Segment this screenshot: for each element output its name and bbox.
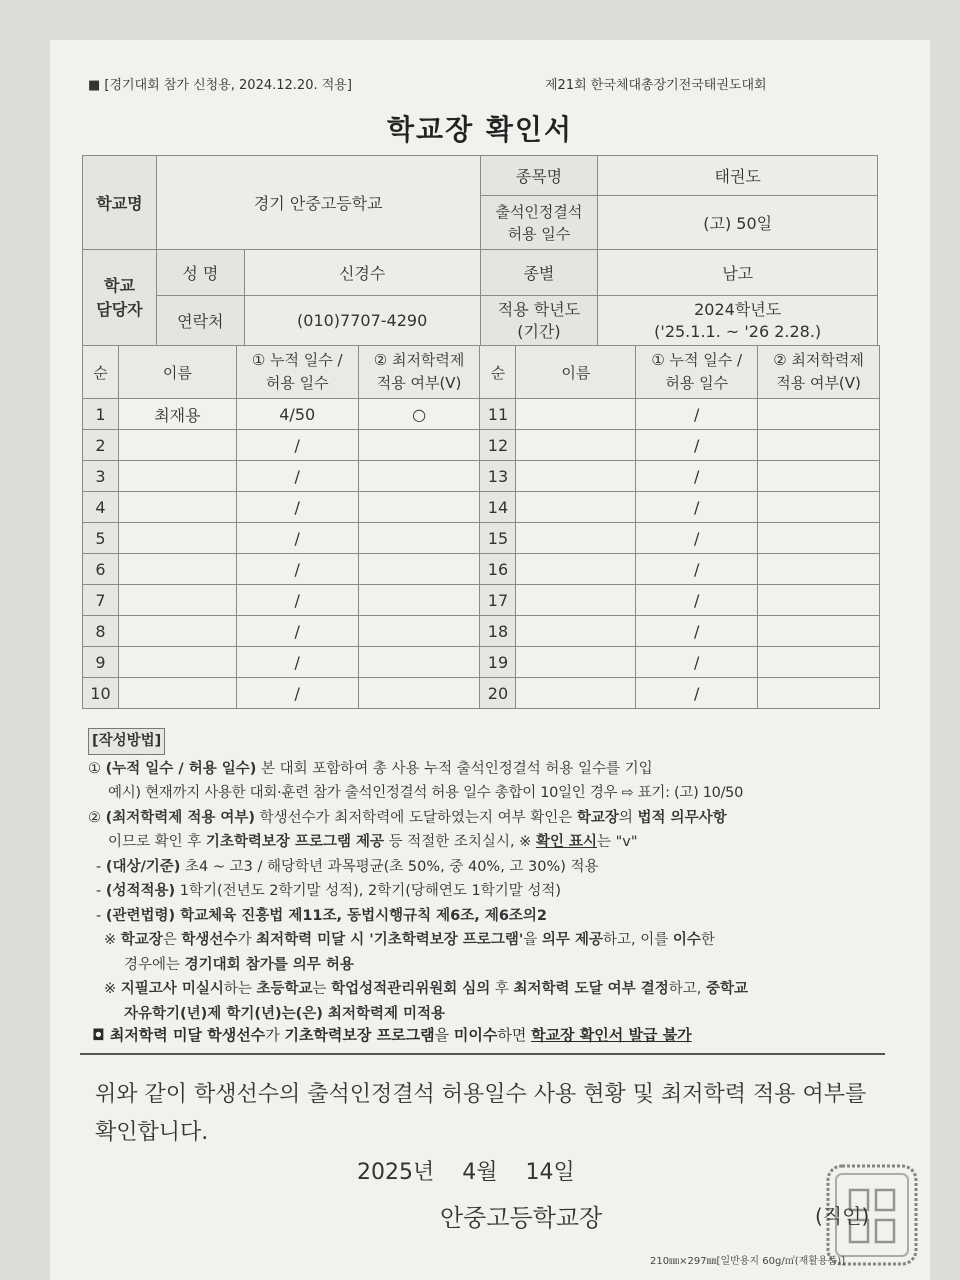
row-days-left: 4/50	[236, 399, 358, 430]
table-row	[83, 399, 880, 430]
row-name-left	[118, 678, 236, 709]
row-no-right: 12	[480, 430, 516, 461]
row-days-right: /	[636, 430, 758, 461]
confirmation-text: 위와 같이 학생선수의 출석인정결석 허용일수 사용 현황 및 최저학력 적용 여부를 확인합니다.	[95, 1082, 867, 1145]
marker-2: ②	[88, 809, 101, 826]
row-check-left: ○	[358, 399, 480, 430]
row-name-right	[516, 585, 636, 616]
row-check-right	[758, 616, 880, 647]
note-1-duty: 의무 제공	[541, 932, 603, 948]
table-row	[83, 523, 880, 554]
col-name-left: 이름	[118, 346, 236, 399]
note-1-p5: 한	[700, 932, 715, 948]
table-row	[83, 616, 880, 647]
row-name-right	[516, 554, 636, 585]
row-check-left	[358, 523, 480, 554]
row-check-right	[758, 461, 880, 492]
row-days-right: /	[636, 492, 758, 523]
year-label: 적용 학년도 (기간)	[480, 296, 598, 346]
student-list-table	[82, 345, 880, 709]
row-no-right: 14	[480, 492, 516, 523]
instr-2b-program: 기초학력보장 프로그램 제공	[205, 834, 385, 850]
table-row	[83, 647, 880, 678]
table-row	[83, 554, 880, 585]
instr-2-title: (최저학력제 적용 여부)	[105, 809, 256, 826]
row-no-right: 13	[480, 461, 516, 492]
row-days-left: /	[236, 678, 358, 709]
row-no-left: 7	[83, 585, 119, 616]
grade-text: 1학기(전년도 2학기말 성적), 2학기(당해연도 1학기말 성적)	[175, 883, 562, 899]
final-f: 하면	[497, 1026, 532, 1044]
row-name-left	[118, 492, 236, 523]
school-label: 학교명	[83, 156, 157, 250]
col-days-left: ① 누적 일수 / 허용 일수	[236, 346, 358, 399]
dash-2: -	[96, 883, 106, 899]
year-period: ('25.1.1. ~ '26 2.28.)	[654, 321, 822, 341]
date-day: 14일	[525, 1160, 575, 1185]
divider	[80, 1053, 885, 1055]
date-month: 4월	[462, 1160, 498, 1185]
contact-value: (010)7707-4290	[244, 296, 480, 346]
row-no-right: 16	[480, 554, 516, 585]
row-name-right	[516, 430, 636, 461]
row-days-left: /	[236, 585, 358, 616]
instr-1-title: (누적 일수 / 허용 일수)	[105, 760, 257, 777]
row-no-left: 1	[83, 399, 119, 430]
instr-2b-text2: 등 적절한 조치실시, ※	[384, 834, 536, 850]
row-days-left: /	[236, 616, 358, 647]
row-name-left: 최재용	[118, 399, 236, 430]
dash-3: -	[96, 907, 106, 924]
paper-spec: 210㎜×297㎜[일반용지 60g/㎡(재활용품)]	[650, 1256, 846, 1267]
instr-2-principal: 학교장	[576, 809, 619, 826]
table-row	[83, 430, 880, 461]
note-2-p2: 는	[312, 981, 332, 997]
instr-example: 예시) 현재까지 사용한 대회·훈련 참가 출석인정결석 허용 일수 총합이 10일인 경우 ⇨ 표기: (고) 10/50	[108, 785, 744, 801]
table-row	[83, 678, 880, 709]
row-name-left	[118, 554, 236, 585]
instructions-heading: [작성방법]	[88, 728, 165, 755]
note-2b-text: 자유학기(년)제 학기(년)는(은) 최저학력제 미적용	[124, 1005, 446, 1022]
row-days-right: /	[636, 616, 758, 647]
instr-2b-text3: 는 "v"	[597, 834, 638, 850]
row-days-left: /	[236, 523, 358, 554]
note-2-p3: 후	[490, 981, 514, 997]
row-name-left	[118, 523, 236, 554]
row-check-left	[358, 616, 480, 647]
col-name-right: 이름	[516, 346, 636, 399]
grade-title: (성적적용)	[105, 883, 176, 899]
row-no-right: 17	[480, 585, 516, 616]
allowance-label: 출석인정결석 허용 일수	[480, 196, 598, 250]
row-check-left	[358, 492, 480, 523]
final-warning	[92, 1024, 692, 1045]
gender-label: 종별	[480, 250, 598, 296]
row-days-right: /	[636, 678, 758, 709]
gender-value: 남고	[598, 250, 878, 296]
instr-1-text: 본 대회 포함하여 총 사용 누적 출석인정결석 허용 일수를 기입	[256, 760, 653, 777]
table-row	[83, 461, 880, 492]
row-no-left: 9	[83, 647, 119, 678]
school-value: 경기 안중고등학교	[156, 156, 480, 250]
date-year: 2025년	[357, 1160, 435, 1185]
row-no-left: 10	[83, 678, 119, 709]
row-check-right	[758, 554, 880, 585]
row-check-left	[358, 430, 480, 461]
row-name-left	[118, 430, 236, 461]
row-days-right: /	[636, 554, 758, 585]
row-name-left	[118, 461, 236, 492]
event-label: 종목명	[480, 156, 598, 196]
row-name-left	[118, 647, 236, 678]
school-info-table	[82, 155, 878, 346]
col-days-right: ① 누적 일수 / 허용 일수	[636, 346, 758, 399]
note-2-p1: 하는	[223, 981, 257, 997]
row-days-left: /	[236, 430, 358, 461]
col-no-left: 순	[83, 346, 119, 399]
row-no-right: 11	[480, 399, 516, 430]
note-1-p4: 하고, 이를	[602, 932, 673, 948]
table-row	[83, 585, 880, 616]
row-no-right: 20	[480, 678, 516, 709]
note-1-principal: 학교장	[120, 932, 163, 948]
row-name-right	[516, 492, 636, 523]
dash-1: -	[96, 858, 106, 875]
instr-2-text: 학생선수가 최저학력에 도달하였는지 여부 확인은	[255, 809, 577, 826]
instr-2-duty: 법적 의무사항	[637, 809, 727, 826]
col-check-right: ② 최저학력제 적용 여부(V)	[758, 346, 880, 399]
col-no-right: 순	[480, 346, 516, 399]
row-name-left	[118, 616, 236, 647]
note-1-p1: 은	[162, 932, 182, 948]
note-1-athlete: 학생선수	[181, 932, 238, 948]
row-name-left	[118, 585, 236, 616]
row-name-right	[516, 678, 636, 709]
signer-name: 안중고등학교장	[440, 1204, 603, 1232]
note-1b-text: 경우에는	[124, 956, 185, 973]
row-name-right	[516, 523, 636, 554]
final-g: 학교장 확인서 발급 불가	[531, 1026, 692, 1044]
table-row	[83, 492, 880, 523]
instructions-section	[88, 728, 888, 1026]
final-c: 기초학력보장 프로그램	[284, 1026, 435, 1044]
manager-name: 신경수	[244, 250, 480, 296]
row-check-left	[358, 554, 480, 585]
law-text: (관련법령) 학교체육 진흥법 제11조, 동법시행규칙 제6조, 제6조의2	[105, 907, 548, 924]
target-text: 초4 ~ 고3 / 해당학년 과목평균(초 50%, 중 40%, 고 30%) 적용	[180, 858, 599, 875]
row-days-left: /	[236, 461, 358, 492]
row-no-left: 6	[83, 554, 119, 585]
row-no-left: 5	[83, 523, 119, 554]
table-header-row	[83, 346, 880, 399]
instr-2b-mark: 확인 표시	[535, 834, 598, 850]
final-b: 가	[265, 1026, 285, 1044]
instr-2-particle: 의	[618, 809, 638, 826]
row-check-left	[358, 461, 480, 492]
row-check-right	[758, 523, 880, 554]
row-check-left	[358, 647, 480, 678]
final-d: 을	[434, 1026, 454, 1044]
row-no-left: 4	[83, 492, 119, 523]
manager-label: 학교 담당자	[83, 250, 157, 346]
note-1-complete: 이수	[672, 932, 701, 948]
note-1-mark: ※	[104, 932, 121, 948]
note-2-p4: 하고,	[668, 981, 706, 997]
row-check-left	[358, 585, 480, 616]
note-1b-allow: 경기대회 참가를 의무 허용	[184, 956, 354, 973]
page-title: 학교장 확인서	[386, 113, 574, 146]
seal-label: (직인)	[815, 1204, 870, 1228]
note-1-p2: 가	[237, 932, 257, 948]
row-days-right: /	[636, 399, 758, 430]
final-a: ◘ 최저학력 미달 학생선수	[92, 1026, 266, 1044]
final-e: 미이수	[453, 1026, 498, 1044]
note-2-mark: ※	[104, 981, 121, 997]
row-name-right	[516, 647, 636, 678]
note-2-decision: 최저학력 도달 여부 결정	[513, 981, 669, 997]
contact-label: 연락처	[156, 296, 244, 346]
row-check-right	[758, 399, 880, 430]
allowance-value: (고) 50일	[598, 196, 878, 250]
event-value: 태권도	[598, 156, 878, 196]
target-title: (대상/기준)	[105, 858, 181, 875]
row-no-right: 15	[480, 523, 516, 554]
form-version-label: ■ [경기대회 참가 신청용, 2024.12.20. 적용]	[88, 78, 352, 93]
issue-date	[357, 1155, 575, 1186]
note-2-middle: 중학교	[705, 981, 748, 997]
year-cell	[598, 296, 878, 346]
marker-1: ①	[88, 760, 101, 777]
row-days-right: /	[636, 585, 758, 616]
col-check-left: ② 최저학력제 적용 여부(V)	[358, 346, 480, 399]
note-1-p3: 을	[523, 932, 542, 948]
row-days-left: /	[236, 492, 358, 523]
row-no-left: 3	[83, 461, 119, 492]
year-value: 2024학년도	[694, 299, 782, 319]
note-2-exam: 지필고사 미실시	[120, 981, 224, 997]
note-2-committee: 학업성적관리위원회 심의	[331, 981, 491, 997]
row-days-right: /	[636, 647, 758, 678]
row-no-left: 2	[83, 430, 119, 461]
row-days-right: /	[636, 523, 758, 554]
row-days-right: /	[636, 461, 758, 492]
row-days-left: /	[236, 554, 358, 585]
row-check-right	[758, 647, 880, 678]
name-label: 성 명	[156, 250, 244, 296]
note-2-elem: 초등학교	[256, 981, 313, 997]
instr-2b-text: 이므로 확인 후	[108, 834, 206, 850]
row-check-right	[758, 678, 880, 709]
row-no-left: 8	[83, 616, 119, 647]
row-check-right	[758, 585, 880, 616]
row-name-right	[516, 616, 636, 647]
row-no-right: 18	[480, 616, 516, 647]
row-no-right: 19	[480, 647, 516, 678]
row-days-left: /	[236, 647, 358, 678]
competition-name: 제21회 한국체대총장기전국태권도대회	[545, 78, 767, 93]
row-name-right	[516, 399, 636, 430]
row-check-right	[758, 430, 880, 461]
row-check-right	[758, 492, 880, 523]
row-name-right	[516, 461, 636, 492]
note-1-condition: 최저학력 미달 시 '기초학력보장 프로그램'	[256, 932, 524, 948]
row-check-left	[358, 678, 480, 709]
